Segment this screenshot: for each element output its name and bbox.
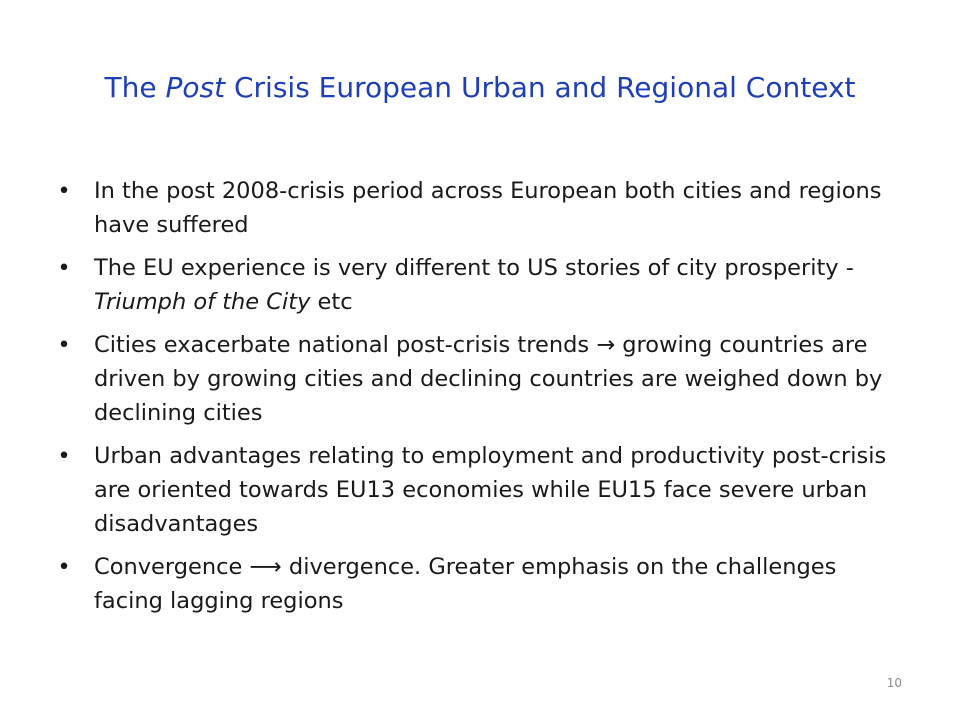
bullet-text: Convergence ⟶ divergence. Greater emphasis on the challenges facing lagging regions	[94, 554, 837, 614]
bullet-dot-icon: •	[57, 443, 71, 469]
bullet-dot-icon: •	[57, 332, 71, 358]
bullet-list	[56, 174, 906, 627]
bullet-item	[56, 550, 906, 618]
bullet-item	[56, 328, 906, 430]
bullet-text: In the post 2008-crisis period across European both cities and regions have suffered	[94, 178, 882, 238]
bullet-dot-icon: •	[57, 255, 71, 281]
slide-title	[40, 68, 920, 108]
bullet-text: Cities exacerbate national post-crisis trends → growing countries are driven by growing cities and declining countries are weighed down by declining cities	[94, 332, 883, 426]
slide-title-post: Crisis European Urban and Regional Context	[225, 71, 856, 104]
bullet-item	[56, 251, 906, 319]
slide-title-pre: The	[104, 71, 166, 104]
bullet-dot-icon: •	[57, 178, 71, 204]
bullet-text-pre: The EU experience is very different to US stories of city prosperity -	[94, 255, 854, 281]
slide-title-emphasis: Post	[165, 71, 226, 104]
bullet-text: Urban advantages relating to employment and productivity post-crisis are oriented towards EU13 economies while EU15 face severe urban disadvantages	[94, 443, 887, 537]
page-number: 10	[886, 676, 902, 690]
bullet-dot-icon: •	[57, 554, 71, 580]
bullet-text-italic: Triumph of the City	[94, 289, 311, 315]
bullet-item	[56, 174, 906, 242]
bullet-text-post: etc	[310, 289, 353, 315]
bullet-item	[56, 439, 906, 541]
